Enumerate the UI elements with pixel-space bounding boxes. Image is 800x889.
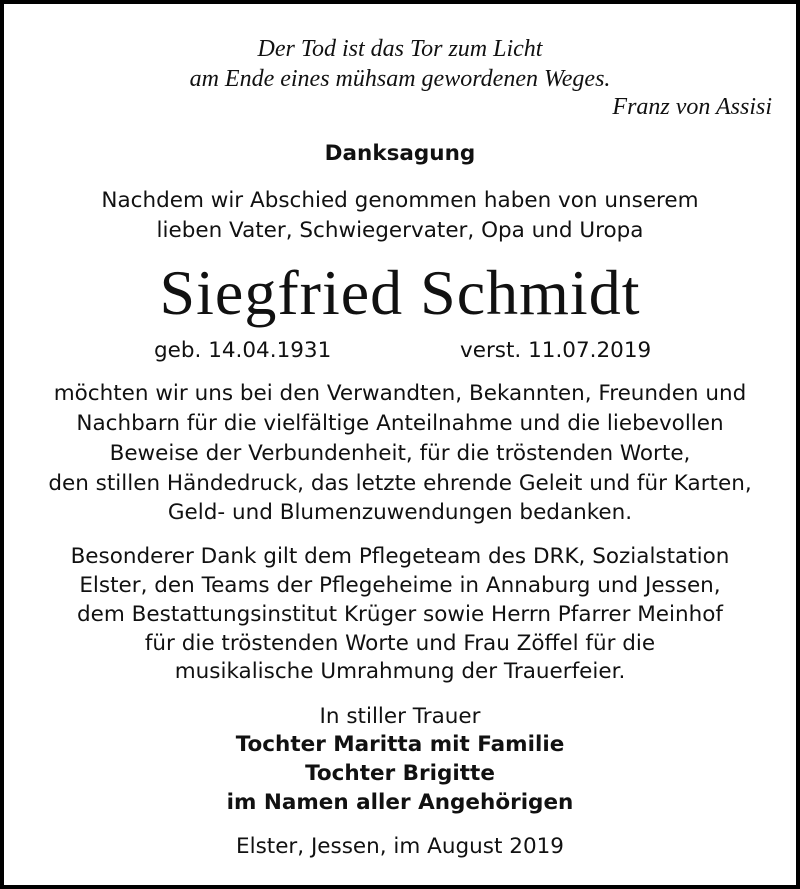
special-thanks-line-4: für die tröstenden Worte und Frau Zöffel für die — [144, 631, 656, 656]
special-thanks-line-3: dem Bestattungsinstitut Krüger sowie Herrn Pfarrer Meinhof — [77, 602, 723, 627]
place-and-date: Elster, Jessen, im August 2019 — [236, 834, 564, 859]
special-thanks-line-2: Elster, den Teams der Pflegeheime in Annaburg und Jessen, — [79, 573, 721, 598]
special-thanks-line-1: Besonderer Dank gilt dem Pflegeteam des DRK, Sozialstation — [70, 544, 730, 569]
quote-line-2: am Ende eines mühsam gewordenen Weges. — [189, 66, 611, 92]
birth-date: geb. 14.04.1931 — [154, 338, 332, 363]
quote-line-1: Der Tod ist das Tor zum Licht — [257, 36, 543, 62]
death-date: verst. 11.07.2019 — [460, 338, 652, 363]
deceased-name: Siegfried Schmidt — [159, 257, 641, 328]
intro-line-2: lieben Vater, Schwiegervater, Opa und Uropa — [156, 218, 644, 243]
quote-author: Franz von Assisi — [612, 94, 772, 120]
thanks-line-5: Geld- und Blumenzuwendungen bedanken. — [167, 500, 633, 525]
mourning-intro: In stiller Trauer — [319, 704, 481, 729]
mourner-maritta: Tochter Maritta mit Familie — [235, 732, 565, 757]
mourner-relatives: im Namen aller Angehörigen — [226, 790, 574, 815]
thanks-line-1: möchten wir uns bei den Verwandten, Bekannten, Freunden und — [53, 381, 747, 406]
special-thanks-line-5: musikalische Umrahmung der Trauerfeier. — [174, 659, 626, 684]
thanks-line-3: Beweise der Verbundenheit, für die tröstenden Worte, — [109, 441, 691, 466]
heading-danksagung: Danksagung — [324, 141, 476, 166]
mourner-brigitte: Tochter Brigitte — [305, 761, 495, 786]
thanks-line-2: Nachbarn für die vielfältige Anteilnahme und die liebevollen — [76, 411, 724, 436]
intro-line-1: Nachdem wir Abschied genommen haben von unserem — [101, 188, 699, 213]
thanks-line-4: den stillen Händedruck, das letzte ehrende Geleit und für Karten, — [48, 471, 752, 496]
